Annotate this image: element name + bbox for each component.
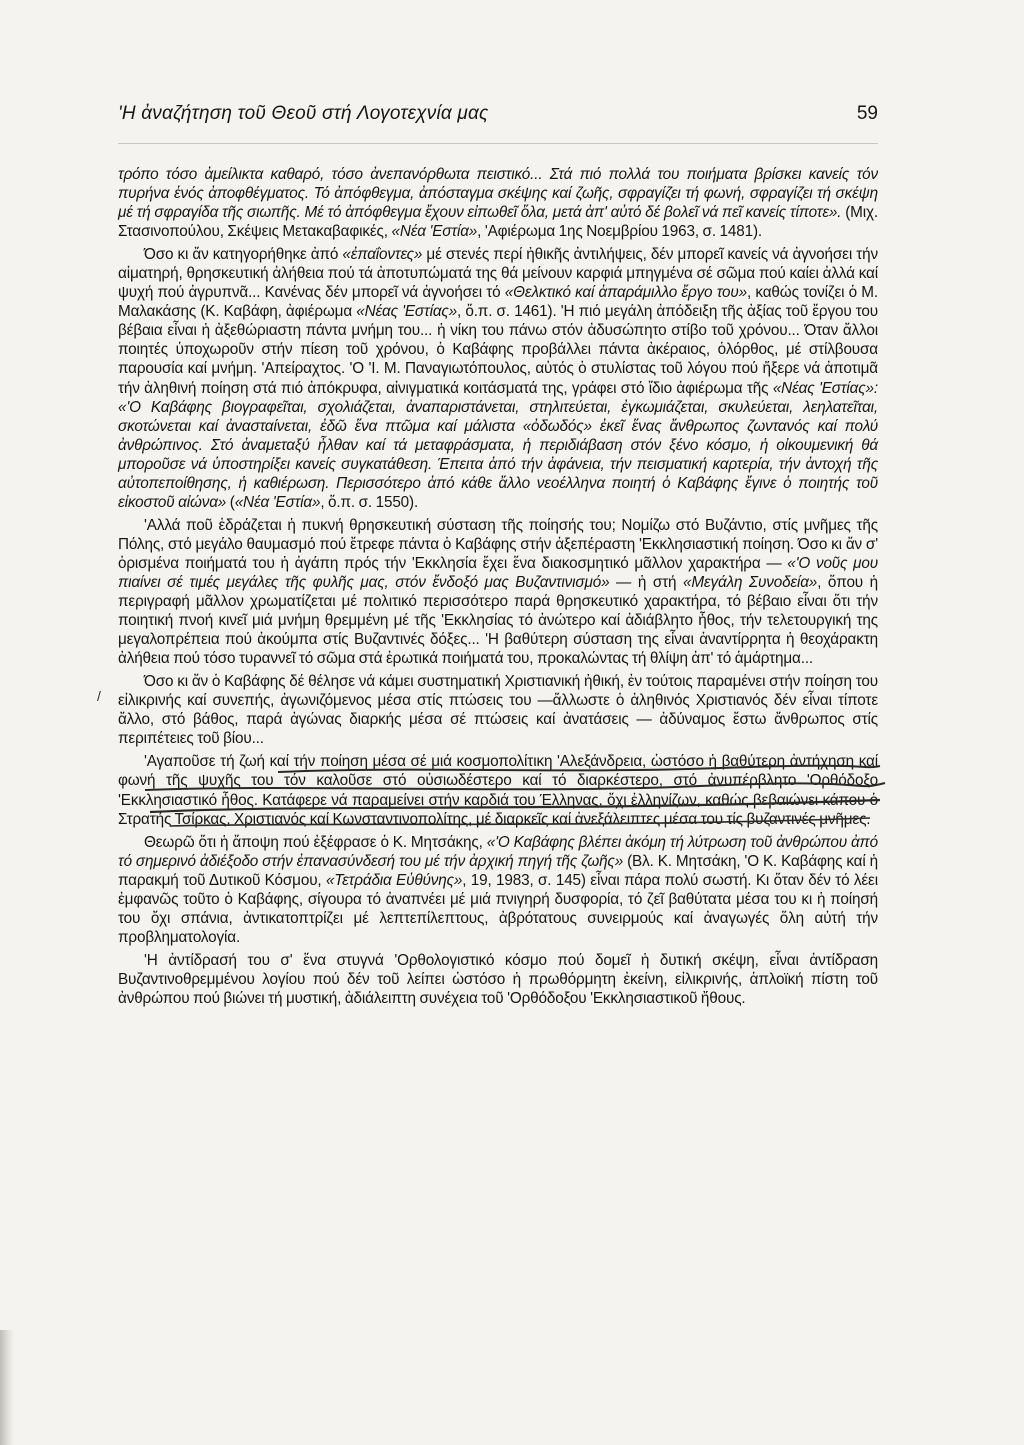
paragraph	[118, 752, 878, 828]
text-run: μέ στενές περί ἠθικῆς ἀντιλήψεις, δέν μπορεῖ κανείς νά ἀγνοήσει τήν αἱματηρή, θρησκευτική ἀλήθεια πού τά ἀποτυπώματά της θά μείνουν καρφιά μπηγμένα σέ σῶμα πού καίει ἀλλά καί ψυχή πού ἀγρυπνᾶ... Κανένας δέν μπορεῖ νά ἀγνοήσει τό	[118, 246, 878, 302]
text-run: , ὅπου ἡ περιγραφή μᾶλλον χρωματίζεται μέ πολιτικό περισσότερο παρά θρησκευτικό χαρακτήρα, τό βέβαιο εἶναι ὅτι τήν ποιητική πνοή κινεῖ μιά μνήμη θρεμμένη μέ τῆς 'Εκκλησίας τό ἀνώτερο καί ἀδιάβλητο ἦθος, τήν τελετουργική της μεγαλοπρέπεια πού ἀκούμπα στίς Βυζαντινές δόξες... 'Η βαθύτερη σύσταση της εἶναι ἀναντίρρητα ἡ θεοχάρακτη ἀλήθεια πού τόσο τυραννεῖ τό σῶμα στά ἐρωτικά ποιήματά του, προκαλώντας τή θλίψη ἀπ' τό ἁμάρτημα...	[118, 573, 878, 668]
page-header	[118, 103, 878, 133]
text-run: 'Η ἀντίδρασή του σ' ἕνα στυγνά 'Ορθολογιστικό κόσμο πού δομεῖ ἡ δυτική σκέψη, εἶναι ἀντίδραση Βυζαντινοθρεμμένου λογίου πού δέν τοῦ λείπει ὡστόσο ἡ πρωθόρμητη ἐκείνη, εἰλικρινής, ἁπλοϊκή πίστη τοῦ ἀνθρώπου πού βιώνει τή μυστική, ἀδιάλειπτη συνέχεια τοῦ 'Ορθόδοξου 'Εκκλησιαστικοῦ ἤθους.	[118, 951, 878, 1007]
running-title: 'Η ἀναζήτηση τοῦ Θεοῦ στή Λογοτεχνία μας	[118, 103, 489, 124]
text-run: (Μιχ. Στασινοπούλου, Σκέψεις Μετακαβαφικές,	[118, 204, 878, 241]
page-number: 59	[856, 103, 878, 124]
text-run: 'Αγαποῦσε τή ζωή καί τήν ποίηση μέσα σέ μιά κοσμοπολίτικη 'Αλεξάνδρεια, ὡστόσο ἡ βαθύτερη ἀντήχηση καί φωνή τῆς ψυχῆς του τόν καλοῦσε στό οὐσιωδέστερο καί τό διαρκέστερο, στό ἀνυπέρβλητο 'Ορθόδοξο 'Εκκλησιαστικό ἦθος. Κατάφερε νά παραμείνει στήν καρδιά του Έλληνας, ὄχι ἑλληνίζων, καθώς βεβαιώνει κάπου ὁ Στρατής Τσίρκας, Χριστιανός καί Κωνσταντινοπολίτης, μέ διαρκεῖς καί ἀνεξάλειπτες μέσα του τίς βυζαντινές μνῆμες.	[118, 753, 878, 828]
text-run: (Βλ. Κ. Μητσάκη, 'Ο Κ. Καβάφης καί ἡ παρακμή τοῦ Δυτικοῦ Κόσμου,	[118, 852, 878, 889]
paragraph	[118, 672, 878, 748]
scan-edge-shadow	[0, 1330, 14, 1445]
paragraph	[118, 833, 878, 947]
text-run: , ὅ.π. σ. 1550).	[320, 493, 419, 511]
text-run: 'Αλλά ποῦ ἑδράζεται ἡ πυκνή θρησκευτική σύσταση τῆς ποίησής του; Νομίζω στό Βυζάντιο, στίς μνῆμες τῆς Πόλης, στό μεγάλο θαυμασμό πού ἔτρεφε πάντα ὁ Καβάφης στήν ἀξεπέραστη 'Εκκλησιαστική ποίηση. Όσο κι ἄν σ' ὁρισμένα ποιήματά του ἡ ἀγάπη πρός τήν 'Εκκλησία ἔχει ἕνα διακοσμητικό μᾶλλον χαρακτήρα —	[118, 516, 878, 572]
italic-run: «Μεγάλη Συνοδεία»	[682, 573, 818, 591]
text-run: (	[226, 493, 235, 511]
text-run: , ὅ.π. σ. 1461). 'Η πιό μεγάλη ἀπόδειξη τῆς ἀξίας τοῦ ἔργου του βέβαια εἶναι ἡ ἀξεθώριαστη πάντα μνήμη του... ἡ νίκη του πάνω στόν ἀδυσώπητο στίβο τοῦ χρόνου... Όταν ἄλλοι ποιητές ὑποχωροῦν στήν πίεση τοῦ χρόνου, ὁ Καβάφης προβάλλει πάντα ἀκέραιος, ὁλόρθος, μέ στίλβουσα παρουσία καί μνήμη. 'Απείραχτος. 'Ο 'Ι. Μ. Παναγιωτόπουλος, αὐτός ὁ στυλίστας τοῦ λόγου πού ἤξερε νά ἀποτιμᾶ τήν ἀληθινή ποίηση στά πιό ἀπόκρυφα, αἰνιγματικά κοιτάσματά της, γράφει στό ἴδιο ἀφιέρωμα τῆς	[118, 303, 878, 397]
margin-mark: /	[97, 688, 101, 704]
italic-run: «ἐπαΐοντες»	[342, 246, 423, 264]
italic-run: «Νέα 'Εστία»	[391, 223, 478, 241]
paragraph	[118, 516, 878, 668]
paragraph	[118, 245, 878, 512]
italic-run: «Τετράδια Εὐθύνης»	[325, 871, 463, 889]
italic-run: «Θελκτικό καί ἀπαράμιλλο ἔργο του»	[504, 284, 748, 302]
body-text	[118, 165, 878, 1012]
text-run: , καθώς τονίζει ὁ Μ. Μαλακάσης (Κ. Καβάφη, ἀφιέρωμα	[118, 284, 878, 321]
paragraph	[118, 165, 878, 241]
italic-run: «Νέα 'Εστία»	[234, 493, 321, 511]
italic-run: τρόπο τόσο ἀμείλικτα καθαρό, τόσο ἀνεπανόρθωτα πειστικό... Στά πιό πολλά του ποιήματα βρίσκει κανείς τόν πυρήνα ἑνός ἀποφθέγματος. Τό ἀπόφθεγμα, ἀπόσταγμα σκέψης καί ζωῆς, σφραγίζει τή φωνή, σφραγίζει τή σκέψη μέ τή σφραγίδα τῆς σιωπῆς. Μέ τό ἀπόφθεγμα ἔχουν εἰπωθεῖ ὅλα, μετά ἀπ' αὐτό δέ βολεῖ νά πεῖ κανείς τίποτε».	[118, 166, 878, 222]
text-run: Θεωρῶ ὅτι ἡ ἄποψη πού ἐξέφρασε ὁ Κ. Μητσάκης,	[144, 833, 487, 851]
text-run: , 19, 1983, σ. 145) εἶναι πάρα πολύ σωστή. Κι ὅταν δέν τό λέει ἐμφανῶς τοῦτο ὁ Καβάφης, σίγουρα τό ἀναπνέει μέ μιά πνιγηρή δυσφορία, τό ζεῖ βαθύτατα μέσα του κι ἡ ποίησή του ὄχι σπάνια, ἀντικατοπτρίζει μέ λεπτεπίλεπτους, ἀβρότατους συνειρμούς καί ἀναγωγές ὅλη αὐτή τήν προβληματολογία.	[118, 871, 878, 946]
header-rule	[118, 143, 878, 144]
text-run: — ἡ στή	[609, 573, 683, 591]
italic-run: «'Ο νοῦς μου πιαίνει σέ τιμές μεγάλες τῆς φυλῆς μας, στόν ἔνδοξό μας Βυζαντινισμό»	[118, 554, 878, 591]
paragraph	[118, 951, 878, 1008]
italic-run: «'Ο Καβάφης βλέπει ἀκόμη τή λύτρωση τοῦ ἀνθρώπου ἀπό τό σημερινό ἀδιέξοδο στήν ἐπανασύνδεσή του μέ τήν ἀρχική πηγή τῆς ζωῆς»	[118, 833, 879, 870]
text-run: Όσο κι ἄν κατηγορήθηκε ἀπό	[144, 246, 343, 264]
text-run: , 'Αφιέρωμα 1ης Νοεμβρίου 1963, σ. 1481).	[477, 223, 762, 241]
text-run: Όσο κι ἄν ὁ Καβάφης δέ θέλησε νά κάμει συστηματική Χριστιανική ἠθική, ἐν τούτοις παραμένει στήν ποίηση του εἰλικρινής καί συνεπής, ἀγωνιζόμενος μέσα στίς πτώσεις του —ἄλλωστε ὁ ἀληθινός Χριστιανός δέν εἶναι τίποτε ἄλλο, στό βάθος, παρά ἀγώνας διαρκής μέσα σέ πτώσεις καί ἀνατάσεις — ἀδύναμος ἔστω ἄνθρωπος στίς περιπέτειες τοῦ βίου...	[118, 673, 878, 748]
italic-run: «Νέας 'Εστίας»	[356, 303, 458, 321]
italic-run: «Νέας 'Εστίας»: «'Ο Καβάφης βιογραφεῖται, σχολιάζεται, ἀναπαριστάνεται, στηλιτεύεται, ἐγκωμιάζεται, σκυλεύεται, λεηλατεῖται, σκοτώνεται καί ἀνασταίνεται, ἐδῶ ἕνα πτῶμα καί μάλιστα «ὀδωδός» ἐκεῖ ἕνας ἄνθρωπος ζωντανός καί πολύ ἀνθρώπινος. Στό ἀναμεταξύ ἦλθαν καί τά μεταφράσματα, ἡ περιδιάβαση στόν ξένο κόσμο, ἡ οἰκουμενική θά μποροῦσε νά ὑποστηρίξει κανείς συγκατάθεση. Έπειτα ἀπό τήν ἀφάνεια, τήν πεισματική καρτερία, τήν ἀντοχή τῆς αὐτοπεποίθησης, ἡ καθιέρωση. Περισσότερο ἀπό κάθε ἄλλο νεοέλληνα ποιητή ὁ Καβάφης ἔγινε ὁ ποιητής τοῦ εἰκοστοῦ αἰώνα»	[118, 379, 878, 511]
